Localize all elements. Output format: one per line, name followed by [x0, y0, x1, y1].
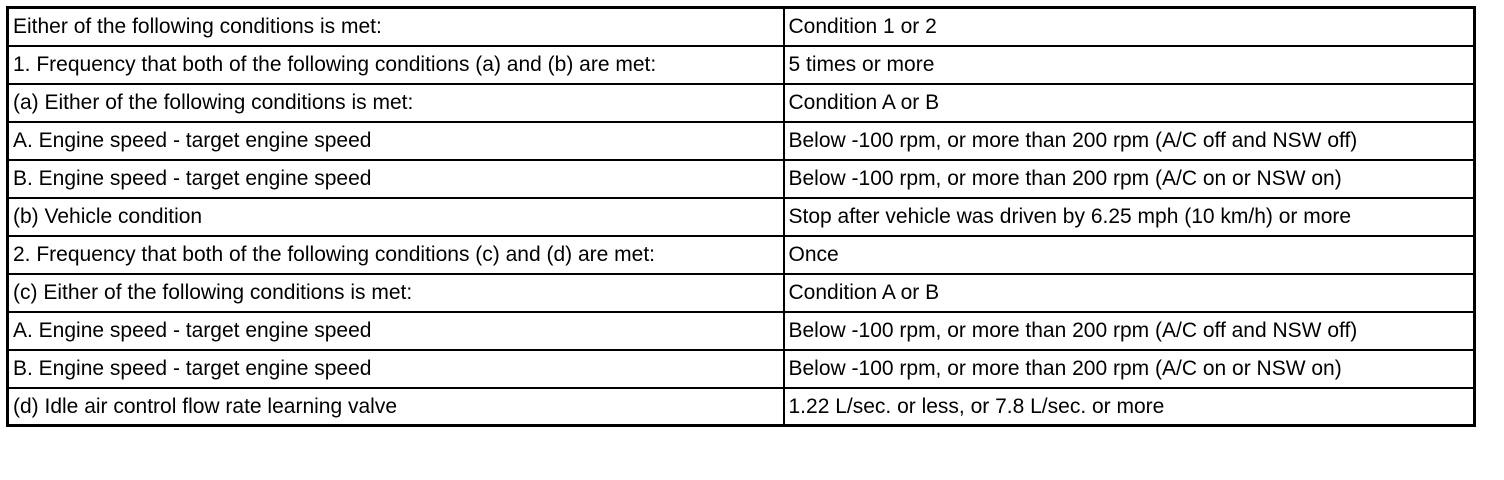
table-row — [8, 84, 1475, 122]
table-row — [8, 350, 1475, 388]
value-cell: Below -100 rpm, or more than 200 rpm (A/C off and NSW off) — [784, 122, 1475, 160]
condition-cell: (d) Idle air control flow rate learning valve — [8, 388, 784, 426]
value-cell: Below -100 rpm, or more than 200 rpm (A/C off and NSW off) — [784, 312, 1475, 350]
table-row — [8, 8, 1475, 46]
conditions-table-container — [6, 6, 1473, 427]
value-cell: 1.22 L/sec. or less, or 7.8 L/sec. or more — [784, 388, 1475, 426]
condition-cell: B. Engine speed - target engine speed — [8, 350, 784, 388]
value-cell: Once — [784, 236, 1475, 274]
conditions-table — [6, 6, 1476, 427]
value-cell: 5 times or more — [784, 46, 1475, 84]
value-cell: Below -100 rpm, or more than 200 rpm (A/C on or NSW on) — [784, 350, 1475, 388]
table-row — [8, 198, 1475, 236]
value-cell: Condition 1 or 2 — [784, 8, 1475, 46]
table-row — [8, 388, 1475, 426]
table-row — [8, 46, 1475, 84]
condition-cell: (a) Either of the following conditions is met: — [8, 84, 784, 122]
table-row — [8, 274, 1475, 312]
condition-cell: (c) Either of the following conditions is met: — [8, 274, 784, 312]
condition-cell: (b) Vehicle condition — [8, 198, 784, 236]
table-row — [8, 236, 1475, 274]
table-row — [8, 312, 1475, 350]
condition-cell: Either of the following conditions is met: — [8, 8, 784, 46]
condition-cell: B. Engine speed - target engine speed — [8, 160, 784, 198]
value-cell: Condition A or B — [784, 274, 1475, 312]
table-row — [8, 160, 1475, 198]
condition-cell: 2. Frequency that both of the following conditions (c) and (d) are met: — [8, 236, 784, 274]
value-cell: Below -100 rpm, or more than 200 rpm (A/C on or NSW on) — [784, 160, 1475, 198]
condition-cell: A. Engine speed - target engine speed — [8, 122, 784, 160]
condition-cell: A. Engine speed - target engine speed — [8, 312, 784, 350]
value-cell: Condition A or B — [784, 84, 1475, 122]
condition-cell: 1. Frequency that both of the following conditions (a) and (b) are met: — [8, 46, 784, 84]
table-row — [8, 122, 1475, 160]
value-cell: Stop after vehicle was driven by 6.25 mph (10 km/h) or more — [784, 198, 1475, 236]
